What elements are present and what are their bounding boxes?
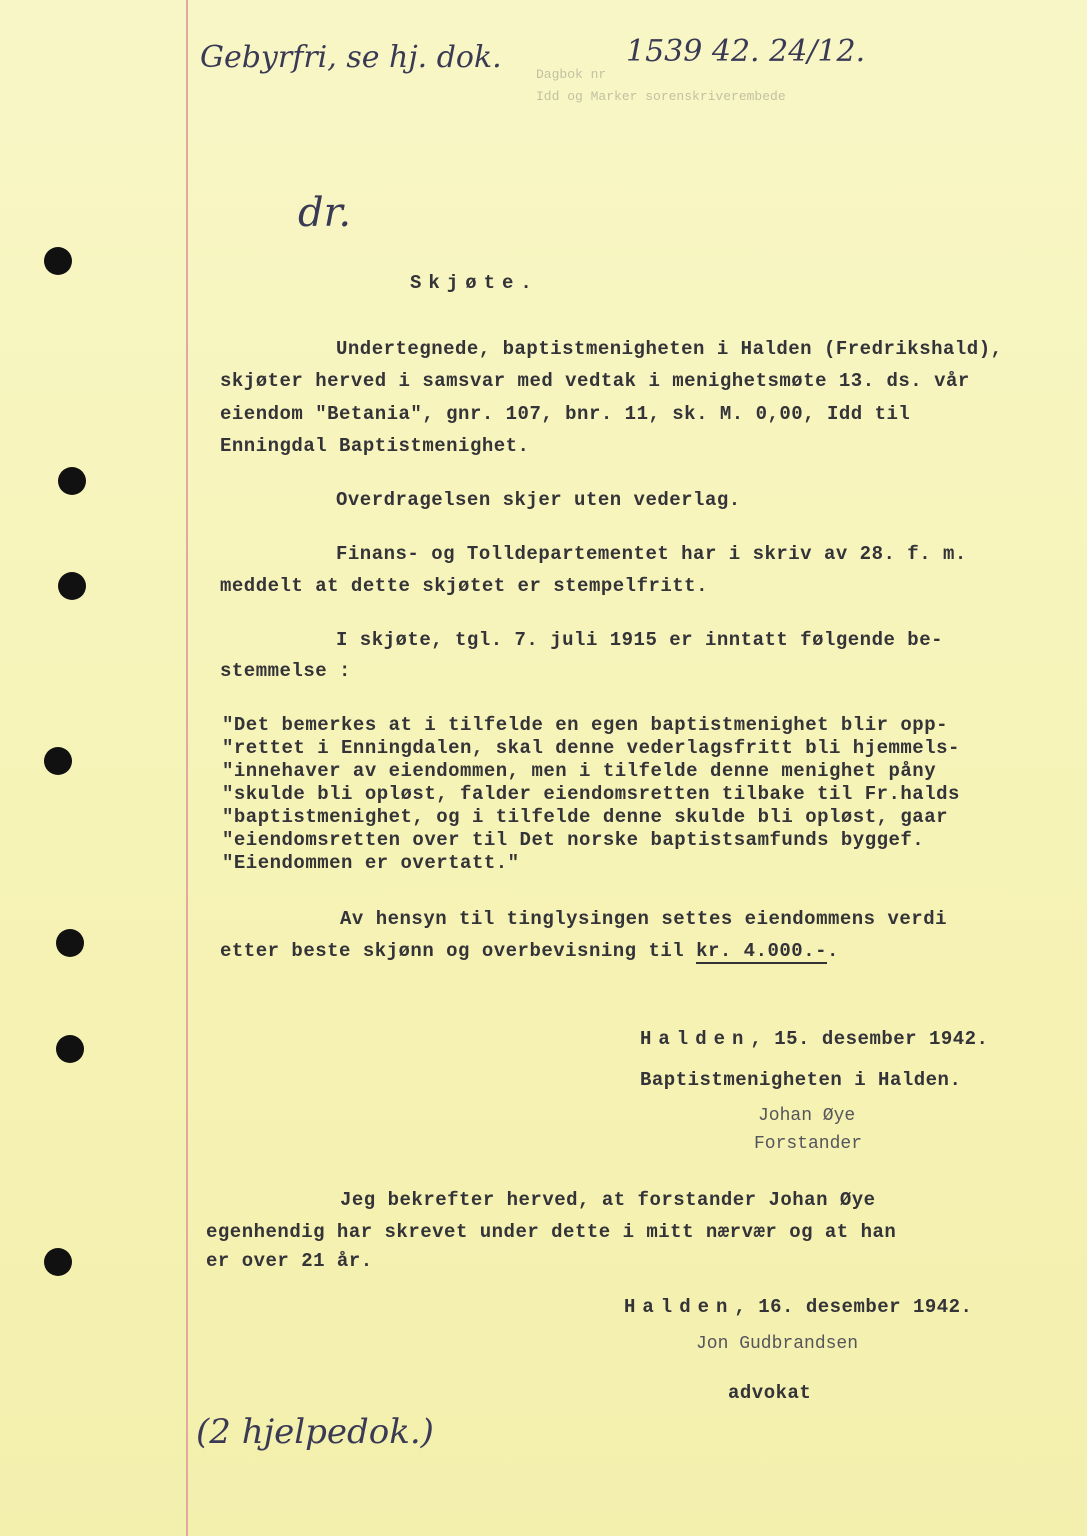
signature-1-place-date: Halden, 15. desember 1942.: [640, 1028, 989, 1050]
attestation-line-2: egenhendig har skrevet under dette i mitt nærvær og at han: [206, 1221, 897, 1243]
quote-line-7: "Eiendommen er overtatt.": [222, 852, 520, 874]
punch-hole-6: [56, 1035, 84, 1063]
punch-hole-2: [58, 467, 86, 495]
punch-hole-4: [44, 747, 72, 775]
signature-1-organization: Baptistmenigheten i Halden.: [640, 1069, 962, 1091]
attestation-line-1: Jeg bekrefter herved, at forstander Johan Øye: [340, 1189, 876, 1211]
quote-line-6: "eiendomsretten over til Det norske baptistsamfunds byggef.: [222, 829, 925, 851]
paragraph-3-line-2: meddelt at dette skjøtet er stempelfritt.: [220, 575, 708, 597]
handwritten-attachment-note: (2 hjelpedok.): [196, 1412, 434, 1452]
quote-line-5: "baptistmenighet, og i tilfelde denne skulde bli opløst, gaar: [222, 806, 949, 828]
valuation-amount: kr. 4.000.-: [696, 940, 827, 962]
handwritten-initials: dr.: [298, 190, 352, 236]
paragraph-1-line-2: skjøter herved i samsvar med vedtak i menighetsmøte 13. ds. vår: [220, 370, 970, 392]
paragraph-4-line-2: stemmelse :: [220, 660, 351, 682]
paragraph-2: Overdragelsen skjer uten vederlag.: [336, 489, 741, 511]
paragraph-1-line-4: Enningdal Baptistmenighet.: [220, 435, 530, 457]
signature-1-role: Forstander: [754, 1134, 863, 1154]
paragraph-3-line-1: Finans- og Tolldepartementet har i skriv av 28. f. m.: [336, 543, 967, 565]
punch-hole-3: [58, 572, 86, 600]
registry-stamp: Dagbok nr Idd og Marker sorenskriverembede: [536, 67, 786, 104]
quote-line-1: "Det bemerkes at i tilfelde en egen baptistmenighet blir opp-: [222, 714, 949, 736]
handwritten-registration-number: 1539 42. 24/12.: [626, 34, 866, 69]
signature-2-place-date: Halden, 16. desember 1942.: [624, 1296, 973, 1318]
paragraph-1-line-3: eiendom "Betania", gnr. 107, bnr. 11, sk. M. 0,00, Idd til: [220, 403, 911, 425]
quote-line-4: "skulde bli opløst, falder eiendomsretten tilbake til Fr.halds: [222, 783, 960, 805]
signature-1-name: Johan Øye: [758, 1106, 856, 1126]
punch-hole-5: [56, 929, 84, 957]
paragraph-5-line-1: Av hensyn til tinglysingen settes eiendommens verdi: [340, 908, 947, 930]
signature-2-name: Jon Gudbrandsen: [696, 1334, 859, 1354]
paragraph-4-line-1: I skjøte, tgl. 7. juli 1915 er inntatt følgende be-: [336, 629, 943, 651]
quote-line-3: "innehaver av eiendommen, men i tilfelde denne menighet påny: [222, 760, 937, 782]
paragraph-5-line-2: etter beste skjønn og overbevisning til kr. 4.000.-.: [220, 940, 839, 962]
handwritten-fee-note: Gebyrfri, se hj. dok.: [200, 40, 502, 75]
punch-hole-7: [44, 1248, 72, 1276]
quote-line-2: "rettet i Enningdalen, skal denne vederlagsfritt bli hjemmels-: [222, 737, 960, 759]
attestation-line-3: er over 21 år.: [206, 1250, 373, 1272]
punch-hole-1: [44, 247, 72, 275]
margin-line: [186, 0, 188, 1536]
signature-2-role: advokat: [728, 1382, 812, 1404]
document-title: Skjøte.: [410, 272, 539, 294]
paragraph-1-line-1: Undertegnede, baptistmenigheten i Halden (Fredrikshald),: [336, 338, 1003, 360]
